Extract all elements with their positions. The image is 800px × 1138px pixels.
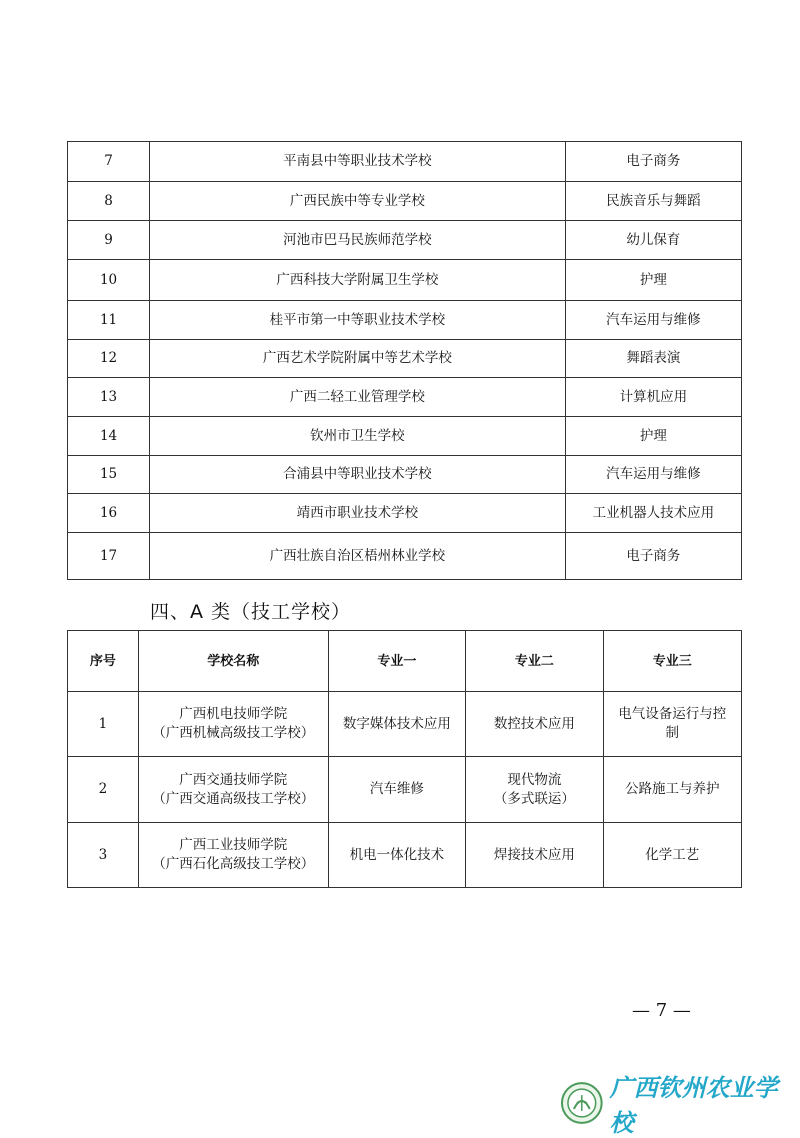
header-major-3: 专业三: [603, 631, 741, 692]
major: 电子商务: [565, 142, 741, 182]
table-row: [68, 494, 742, 533]
header-num: 序号: [68, 631, 139, 692]
row-num: 10: [68, 260, 150, 301]
row-num: 3: [68, 823, 139, 888]
row-num: 7: [68, 142, 150, 182]
table-row: [68, 378, 742, 417]
row-num: 9: [68, 221, 150, 260]
technical-schools-table: [67, 630, 742, 888]
table-row: [68, 340, 742, 378]
school-name: 广西壮族自治区梧州林业学校: [150, 533, 566, 580]
school-emblem-icon: [560, 1081, 604, 1125]
school-name: 靖西市职业技术学校: [150, 494, 566, 533]
major-1: 汽车维修: [328, 757, 465, 823]
school-name: 广西民族中等专业学校: [150, 182, 566, 221]
table-row: [68, 823, 742, 888]
table-row: [68, 182, 742, 221]
row-num: 14: [68, 417, 150, 456]
school-name: [138, 757, 328, 823]
table-row: [68, 142, 742, 182]
major-3: 公路施工与养护: [603, 757, 741, 823]
major: 工业机器人技术应用: [565, 494, 741, 533]
major-2: [466, 757, 603, 823]
major-1: 数字媒体技术应用: [328, 692, 465, 757]
school-name: 合浦县中等职业技术学校: [150, 456, 566, 494]
table-row: [68, 757, 742, 823]
logo-text: 广西钦州农业学校: [609, 1074, 778, 1137]
row-num: 17: [68, 533, 150, 580]
table-row: [68, 260, 742, 301]
table-row: [68, 301, 742, 340]
school-name: 广西科技大学附属卫生学校: [150, 260, 566, 301]
school-name: 广西二轻工业管理学校: [150, 378, 566, 417]
major-2: 数控技术应用: [466, 692, 603, 757]
major-1: 机电一体化技术: [328, 823, 465, 888]
row-num: 16: [68, 494, 150, 533]
major: 电子商务: [565, 533, 741, 580]
school-name: 广西艺术学院附属中等艺术学校: [150, 340, 566, 378]
school-former-name: （广西机械高级技工学校）: [152, 725, 315, 741]
row-num: 8: [68, 182, 150, 221]
major-3: 化学工艺: [603, 823, 741, 888]
school-name-line: 广西机电技师学院: [179, 706, 288, 722]
major-3: [603, 692, 741, 757]
table-header-row: [68, 631, 742, 692]
major: 幼儿保育: [565, 221, 741, 260]
major: 汽车运用与维修: [565, 456, 741, 494]
major-2: 焊接技术应用: [466, 823, 603, 888]
section-title: 四、A 类（技工学校）: [150, 601, 352, 623]
major-3-line: 制: [665, 725, 680, 741]
major-3-line: 电气设备运行与控: [618, 706, 727, 722]
major-2-line: （多式联运）: [493, 790, 575, 807]
school-logo: [560, 1074, 800, 1137]
header-major-2: 专业二: [466, 631, 603, 692]
major: 汽车运用与维修: [565, 301, 741, 340]
table-row: [68, 533, 742, 580]
table-row: [68, 456, 742, 494]
school-name: 平南县中等职业技术学校: [150, 142, 566, 182]
row-num: 13: [68, 378, 150, 417]
header-school: 学校名称: [138, 631, 328, 692]
school-name: 桂平市第一中等职业技术学校: [150, 301, 566, 340]
major: 护理: [565, 417, 741, 456]
school-name: 钦州市卫生学校: [150, 417, 566, 456]
row-num: 12: [68, 340, 150, 378]
school-name: [138, 692, 328, 757]
schools-table-body: [68, 142, 742, 580]
major-2-line: 现代物流: [507, 771, 562, 788]
school-former-name: （广西石化高级技工学校）: [152, 856, 315, 872]
row-num: 11: [68, 301, 150, 340]
school-name-line: 广西工业技师学院: [179, 837, 288, 853]
school-name-line: 广西交通技师学院: [179, 771, 288, 788]
table-row: [68, 221, 742, 260]
major: 护理: [565, 260, 741, 301]
page-number: — 7 —: [632, 1000, 691, 1021]
major: 民族音乐与舞蹈: [565, 182, 741, 221]
major: 舞蹈表演: [565, 340, 741, 378]
schools-table-continued: [67, 141, 742, 580]
major: 计算机应用: [565, 378, 741, 417]
header-major-1: 专业一: [328, 631, 465, 692]
table-row: [68, 417, 742, 456]
school-former-name: （广西交通高级技工学校）: [152, 790, 315, 807]
row-num: 15: [68, 456, 150, 494]
row-num: 1: [68, 692, 139, 757]
table-row: [68, 692, 742, 757]
row-num: 2: [68, 757, 139, 823]
school-name: 河池市巴马民族师范学校: [150, 221, 566, 260]
school-name: [138, 823, 328, 888]
